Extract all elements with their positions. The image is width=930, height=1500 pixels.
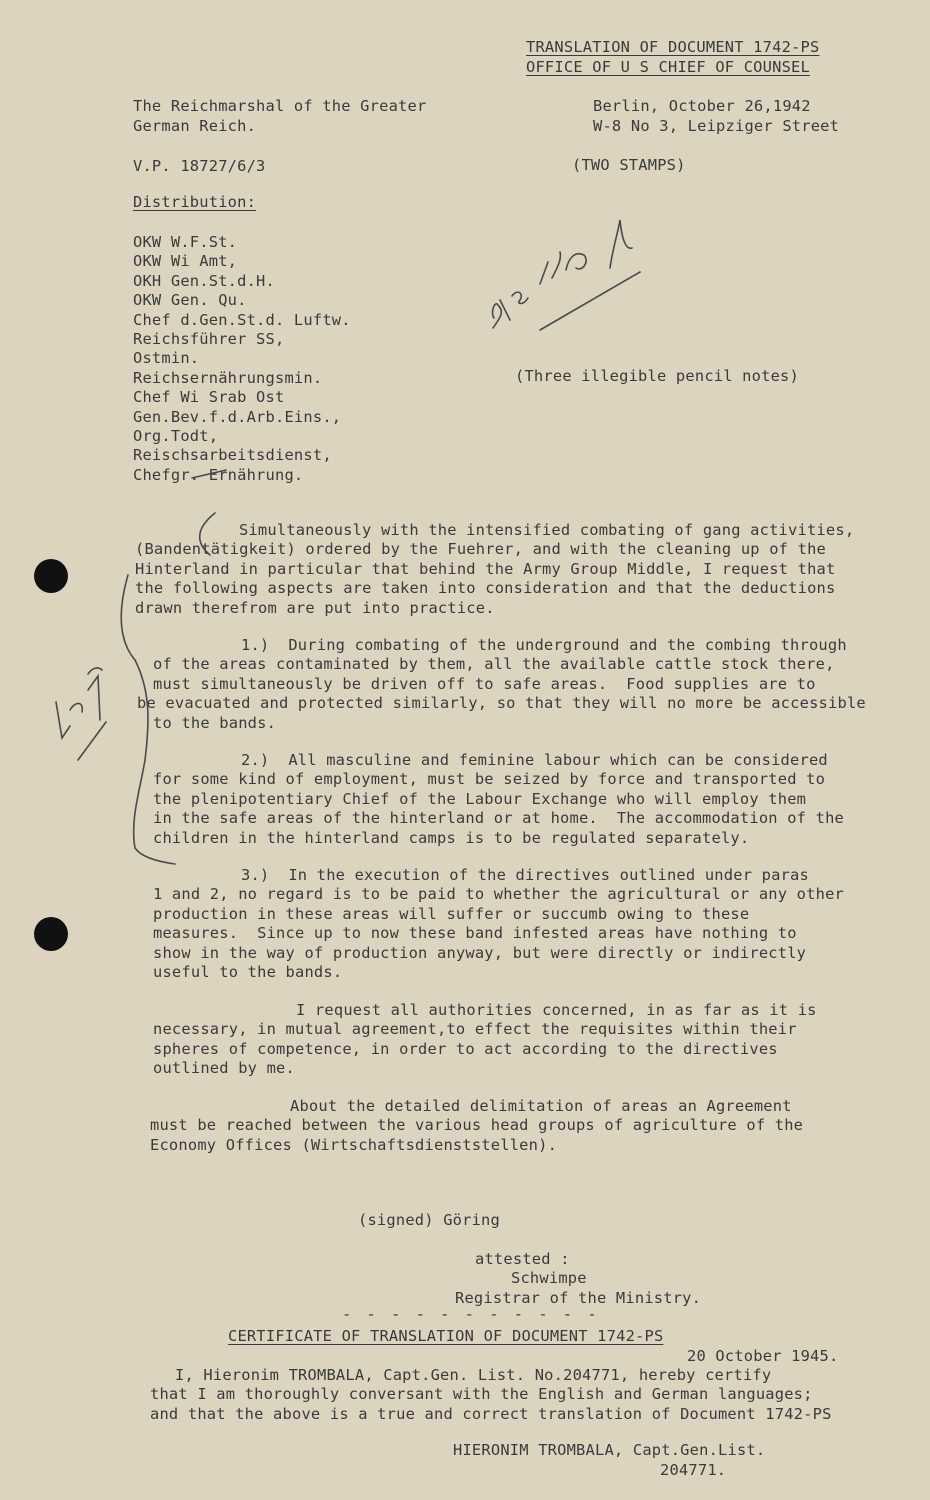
paragraph-line: Hinterland in particular that behind the Army Group Middle, I request that (135, 559, 836, 578)
document-header-line1: TRANSLATION OF DOCUMENT 1742-PS (526, 38, 820, 56)
distribution-item: Ostmin. (133, 349, 200, 368)
paragraph-line: for some kind of employment, must be seized by force and transported to (153, 770, 826, 789)
distribution-item: Chef Wi Srab Ost (133, 388, 285, 407)
certificate-title: CERTIFICATE OF TRANSLATION OF DOCUMENT 1742-PS (228, 1327, 664, 1345)
place-date-line1: Berlin, October 26,1942 (593, 97, 811, 115)
distribution-item: Chefgr. Ernährung. (133, 465, 304, 484)
distribution-item: OKW Wi Amt, (133, 252, 238, 271)
paragraph-line: and that the above is a true and correct translation of Document 1742-PS (150, 1404, 832, 1423)
paragraph-line: useful to the bands. (153, 963, 343, 982)
certificate-signer: HIERONIM TROMBALA, Capt.Gen.List. (453, 1441, 766, 1459)
paragraph-line: 1.) During combating of the underground and the combing through (241, 636, 847, 654)
attested-label: attested : (475, 1250, 570, 1268)
reference-number: V.P. 18727/6/3 (133, 157, 266, 175)
certificate-date: 20 October 1945. (687, 1347, 839, 1365)
certificate-number: 204771. (660, 1461, 727, 1479)
distribution-item: OKH Gen.St.d.H. (133, 271, 275, 290)
distribution-item: Reichsführer SS, (133, 330, 285, 349)
paragraph-line: Economy Offices (Wirtschaftsdienststellen). (150, 1135, 558, 1154)
stamps-note: (TWO STAMPS) (572, 156, 686, 174)
paragraph-line: 3.) In the execution of the directives outlined under paras (241, 866, 809, 884)
paragraph-line: must simultaneously be driven off to safe areas. Food supplies are to (153, 674, 816, 693)
distribution-item: OKW W.F.St. (133, 233, 238, 251)
separator-line: - - - - - - - - - - - (342, 1305, 600, 1323)
paragraph-line: About the detailed delimitation of areas an Agreement (290, 1097, 792, 1115)
paragraph-line: to the bands. (153, 713, 277, 732)
paragraph-line: drawn therefrom are put into practice. (135, 598, 495, 617)
paragraph-line: must be reached between the various head groups of agriculture of the (150, 1116, 804, 1135)
paragraph-line: that I am thoroughly conversant with the English and German languages; (150, 1385, 813, 1404)
distribution-item: Gen.Bev.f.d.Arb.Eins., (133, 407, 342, 426)
sender-line1: The Reichmarshal of the Greater (133, 97, 427, 115)
place-date-line2: W-8 No 3, Leipziger Street (593, 117, 840, 135)
paragraph-line: necessary, in mutual agreement,to effect the requisites within their (153, 1020, 797, 1039)
paragraph-line: I, Hieronim TROMBALA, Capt.Gen. List. No.204771, hereby certify (175, 1366, 772, 1384)
paragraph-line: of the areas contaminated by them, all the available cattle stock there, (153, 655, 835, 674)
pencil-notes-remark: (Three illegible pencil notes) (515, 367, 799, 385)
paragraph-line: spheres of competence, in order to act according to the directives (153, 1039, 778, 1058)
paragraph-line: (Bandentätigkeit) ordered by the Fuehrer, and with the cleaning up of the (135, 540, 827, 559)
distribution-item: Reichsernährungsmin. (133, 368, 323, 387)
paragraph-line: I request all authorities concerned, in as far as it is (296, 1001, 817, 1019)
paragraph-line: Simultaneously with the intensified combating of gang activities, (239, 521, 855, 539)
paragraph-line: the plenipotentiary Chief of the Labour Exchange who will employ them (153, 789, 807, 808)
paragraph-line: in the safe areas of the hinterland or at home. The accommodation of the (153, 809, 845, 828)
attestation-name: Schwimpe (511, 1269, 587, 1287)
signature: (signed) Göring (358, 1211, 500, 1229)
paragraph-line: measures. Since up to now these band infested areas have nothing to (153, 924, 797, 943)
paragraph-line: show in the way of production anyway, but were directly or indirectly (153, 943, 807, 962)
attestation-title: Registrar of the Ministry. (455, 1289, 702, 1307)
paragraph-line: be evacuated and protected similarly, so that they will no more be accessible (137, 694, 866, 713)
distribution-item: Reischsarbeitsdienst, (133, 446, 332, 465)
distribution-item: Org.Todt, (133, 427, 219, 446)
paragraph-line: the following aspects are taken into consideration and that the deductions (135, 579, 836, 598)
paragraph-line: 1 and 2, no regard is to be paid to whether the agricultural or any other (153, 885, 845, 904)
paragraph-line: 2.) All masculine and feminine labour which can be considered (241, 751, 828, 769)
distribution-label: Distribution: (133, 193, 257, 211)
document-header-line2: OFFICE OF U S CHIEF OF COUNSEL (526, 58, 810, 76)
paragraph-line: production in these areas will suffer or succumb owing to these (153, 904, 750, 923)
sender-line2: German Reich. (133, 117, 257, 135)
paragraph-line: outlined by me. (153, 1059, 295, 1078)
distribution-item: OKW Gen. Qu. (133, 291, 247, 310)
paragraph-line: children in the hinterland camps is to be regulated separately. (153, 828, 750, 847)
distribution-item: Chef d.Gen.St.d. Luftw. (133, 310, 351, 329)
